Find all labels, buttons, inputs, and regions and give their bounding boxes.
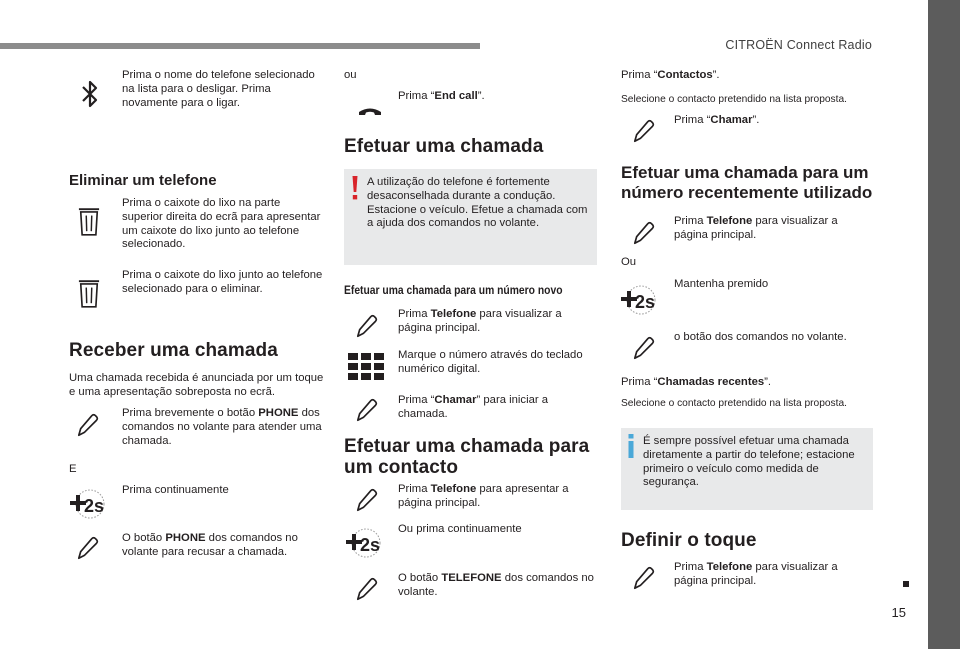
telefone-step4-text: Prima Telefone para visualizar a página principal. bbox=[674, 561, 838, 587]
end-call-text: Prima “End call”. bbox=[398, 90, 485, 102]
dial-text: Marque o número através do teclado numérico digital. bbox=[398, 349, 583, 375]
touch-finger-icon bbox=[632, 335, 658, 361]
receive-text: Uma chamada recebida é anunciada por um toque e uma apresentação sobreposta no ecrã. bbox=[69, 372, 324, 398]
heading-receive-call: Receber uma chamada bbox=[69, 340, 278, 361]
keypad-icon bbox=[348, 353, 384, 381]
chamar-text: Prima “Chamar” para iniciar a chamada. bbox=[398, 394, 549, 420]
touch-finger-icon bbox=[76, 535, 102, 561]
reject-text: O botão PHONE dos comandos no volante para recusar a chamada. bbox=[122, 532, 298, 558]
hang-up-icon bbox=[357, 105, 383, 121]
info-text: É sempre possível efetuar uma chamada diretamente a partir do telefone; estacione primeiro o veículo como medida de segurança. bbox=[643, 435, 855, 489]
telefone-step2-text: Prima Telefone para apresentar a página principal. bbox=[398, 483, 569, 509]
heading-call-contact: Efetuar uma chamada para um contacto bbox=[344, 436, 590, 478]
select-contact-text: Selecione o contacto pretendido na lista proposta. bbox=[621, 94, 847, 105]
answer-text: Prima brevemente o botão PHONE dos comandos no volante para atender uma chamada. bbox=[122, 407, 322, 447]
top-rule bbox=[0, 43, 480, 49]
trash-icon bbox=[78, 207, 100, 237]
delete-step1-text: Prima o caixote do lixo na parte superior direita do ecrã para apresentar um caixote do lixo junto ao telefone selecionado. bbox=[122, 197, 321, 251]
delete-step2-text: Prima o caixote do lixo junto ao telefone selecionado para o eliminar. bbox=[122, 269, 323, 295]
continue-marker bbox=[903, 581, 909, 587]
trash-icon bbox=[78, 279, 100, 309]
telefone-step3-text: Prima Telefone para visualizar a página principal. bbox=[674, 215, 838, 241]
heading-set-ringtone: Definir o toque bbox=[621, 530, 757, 551]
warning-exclamation-icon bbox=[350, 176, 360, 202]
touch-finger-icon bbox=[355, 487, 381, 513]
keep-pressed-text: Mantenha premido bbox=[674, 278, 769, 290]
heading-call-new-number: Efetuar uma chamada para um número novo bbox=[344, 283, 563, 297]
chamar2-text: Prima “Chamar”. bbox=[674, 114, 760, 126]
touch-finger-icon bbox=[76, 412, 102, 438]
touch-finger-icon bbox=[355, 313, 381, 339]
heading-make-call: Efetuar uma chamada bbox=[344, 136, 544, 157]
touch-finger-icon bbox=[632, 565, 658, 591]
bluetooth-icon bbox=[80, 78, 100, 110]
wheel-button-text: o botão dos comandos no volante. bbox=[674, 331, 847, 343]
recent-calls-text: Prima “Chamadas recentes”. bbox=[621, 376, 772, 388]
contactos-text: Prima “Contactos”. bbox=[621, 69, 720, 81]
touch-finger-icon bbox=[355, 397, 381, 423]
touch-finger-icon bbox=[632, 118, 658, 144]
info-icon bbox=[627, 434, 635, 458]
hold-2s-icon bbox=[344, 527, 384, 559]
e-label: E bbox=[69, 463, 77, 475]
heading-call-recent: Efetuar uma chamada para um número recentemente utilizado bbox=[621, 163, 873, 202]
side-tab bbox=[928, 0, 960, 649]
touch-finger-icon bbox=[632, 220, 658, 246]
ou-hold-text: Ou prima continuamente bbox=[398, 523, 522, 535]
disconnect-text: Prima o nome do telefone selecionado na lista para o desligar. Prima novamente para o ligar. bbox=[122, 69, 315, 109]
select-contact-text-2: Selecione o contacto pretendido na lista proposta. bbox=[621, 398, 847, 409]
hold-2s-icon bbox=[68, 488, 108, 520]
ou-label-2: Ou bbox=[621, 256, 637, 268]
page-number: 15 bbox=[891, 605, 906, 620]
touch-finger-icon bbox=[355, 576, 381, 602]
telefone-button-text: O botão TELEFONE dos comandos no volante. bbox=[398, 572, 594, 598]
warning-text: A utilização do telefone é fortemente desaconselhada durante a condução. Estacione o veículo. Efetue a chamada com a ajuda dos comandos no volante. bbox=[367, 176, 588, 230]
ou-label: ou bbox=[344, 69, 357, 81]
hold-2s-icon bbox=[619, 284, 659, 316]
telefone-step1-text: Prima Telefone para visualizar a página principal. bbox=[398, 308, 562, 334]
hold-text: Prima continuamente bbox=[122, 484, 229, 496]
heading-delete-phone: Eliminar um telefone bbox=[69, 172, 217, 189]
brand-title: CITROËN Connect Radio bbox=[725, 38, 872, 52]
